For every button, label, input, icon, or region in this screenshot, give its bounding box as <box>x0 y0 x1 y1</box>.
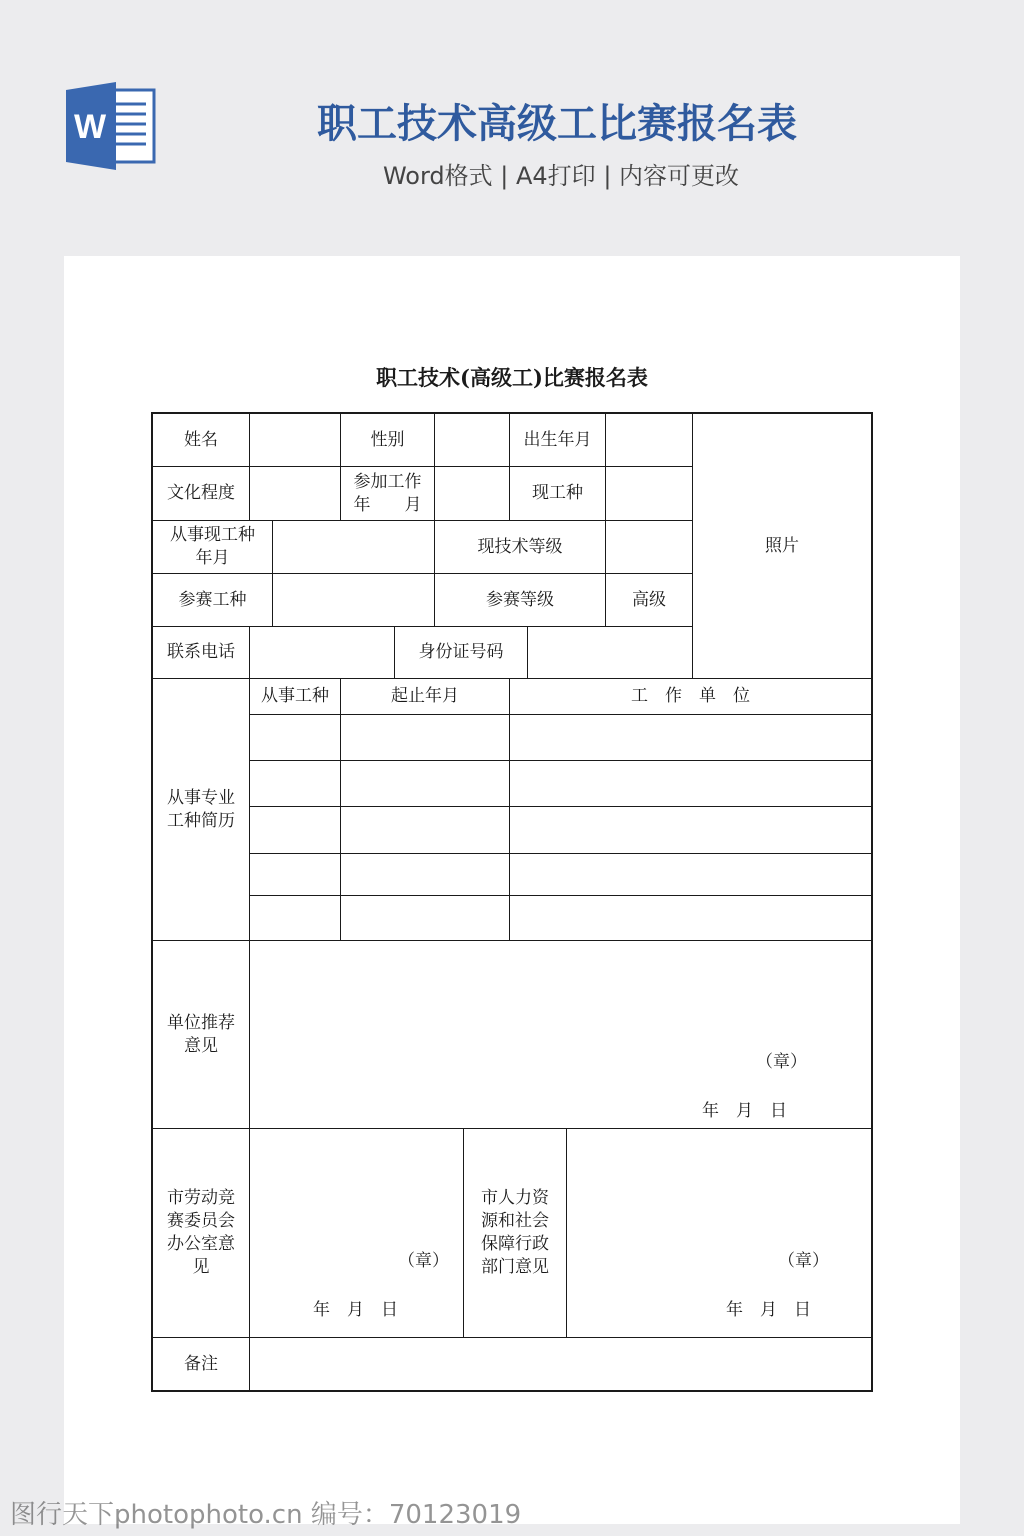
label-unit-rec-line1: 单位推荐 <box>167 1012 235 1033</box>
label-hr-dept <box>463 1128 567 1338</box>
label-trade-since-line1: 从事现工种 <box>170 525 255 546</box>
resume-row-5-unit[interactable] <box>509 895 872 941</box>
resume-row-5-trade[interactable] <box>249 895 341 941</box>
labor-office-seal: （章） <box>398 1251 449 1271</box>
resume-row-1-period[interactable] <box>340 714 510 761</box>
label-labor-office-line2: 赛委员会 <box>167 1211 235 1232</box>
page-title: 职工技术高级工比赛报名表 <box>317 101 797 147</box>
label-phone: 联系电话 <box>152 626 250 679</box>
field-remarks[interactable] <box>249 1337 872 1392</box>
label-education: 文化程度 <box>152 466 250 521</box>
resume-row-2-period[interactable] <box>340 760 510 807</box>
label-labor-office-line1: 市劳动竞 <box>167 1188 235 1209</box>
label-labor-office-line4: 见 <box>192 1256 210 1277</box>
label-hr-dept-line2: 源和社会 <box>481 1211 549 1232</box>
label-trade-since-line2: 年月 <box>195 548 230 568</box>
hr-dept-seal: （章） <box>778 1251 829 1271</box>
label-tech-level: 现技术等级 <box>434 520 606 574</box>
header-col-trade: 从事工种 <box>249 678 341 715</box>
label-id-number: 身份证号码 <box>394 626 528 679</box>
label-hr-dept-line1: 市人力资 <box>481 1188 549 1209</box>
header-col-unit: 工 作 单 位 <box>509 678 872 715</box>
resume-row-3-period[interactable] <box>340 806 510 854</box>
label-current-trade: 现工种 <box>509 466 606 521</box>
field-phone[interactable] <box>249 626 395 679</box>
label-join-work <box>340 466 435 521</box>
label-gender: 性别 <box>340 413 435 467</box>
photo-box[interactable]: 照片 <box>692 413 872 679</box>
label-resume-line2: 工种简历 <box>167 810 235 831</box>
field-contest-trade[interactable] <box>272 573 435 627</box>
label-unit-rec-line2: 意见 <box>184 1035 218 1056</box>
label-contest-trade: 参赛工种 <box>152 573 273 627</box>
field-join-work[interactable] <box>434 466 510 521</box>
resume-row-4-trade[interactable] <box>249 853 341 896</box>
resume-row-2-unit[interactable] <box>509 760 872 807</box>
field-hr-dept-opinion[interactable] <box>566 1128 872 1338</box>
page-subtitle: Word格式 | A4打印 | 内容可更改 <box>382 162 740 190</box>
resume-row-5-period[interactable] <box>340 895 510 941</box>
field-id-number[interactable] <box>527 626 693 679</box>
field-education[interactable] <box>249 466 341 521</box>
resume-row-1-trade[interactable] <box>249 714 341 761</box>
svg-text:W: W <box>73 108 107 146</box>
label-trade-since <box>152 520 273 574</box>
resume-row-1-unit[interactable] <box>509 714 872 761</box>
label-resume <box>152 678 250 941</box>
label-name: 姓名 <box>152 413 250 467</box>
header-col-period: 起止年月 <box>340 678 510 715</box>
label-join-work-line2: 年 月 <box>353 494 422 515</box>
value-contest-level: 高级 <box>605 573 693 627</box>
field-gender[interactable] <box>434 413 510 467</box>
resume-row-2-trade[interactable] <box>249 760 341 807</box>
label-labor-office <box>152 1128 250 1338</box>
document-title: 职工技术(高级工)比赛报名表 <box>376 365 648 390</box>
field-tech-level[interactable] <box>605 520 693 574</box>
label-labor-office-line3: 办公室意 <box>167 1234 235 1254</box>
label-hr-dept-line4: 部门意见 <box>481 1256 549 1277</box>
field-current-trade[interactable] <box>605 466 693 521</box>
resume-row-3-unit[interactable] <box>509 806 872 854</box>
hr-dept-date: 年 月 日 <box>726 1300 811 1320</box>
watermark: 图行天下photophoto.cn 编号：70123019 <box>10 1500 522 1530</box>
label-hr-dept-line3: 保障行政 <box>481 1234 549 1254</box>
resume-row-3-trade[interactable] <box>249 806 341 854</box>
label-remarks: 备注 <box>152 1337 250 1392</box>
labor-office-date: 年 月 日 <box>313 1300 398 1320</box>
resume-row-4-period[interactable] <box>340 853 510 896</box>
label-contest-level: 参赛等级 <box>434 573 606 627</box>
unit-rec-date: 年 月 日 <box>702 1101 787 1121</box>
field-name[interactable] <box>249 413 341 467</box>
unit-rec-seal: （章） <box>756 1052 807 1072</box>
resume-row-4-unit[interactable] <box>509 853 872 896</box>
label-birth: 出生年月 <box>509 413 606 467</box>
label-join-work-line1: 参加工作 <box>353 471 422 492</box>
label-unit-recommendation <box>152 940 250 1129</box>
field-trade-since[interactable] <box>272 520 435 574</box>
label-resume-line1: 从事专业 <box>167 787 235 808</box>
field-birth[interactable] <box>605 413 693 467</box>
